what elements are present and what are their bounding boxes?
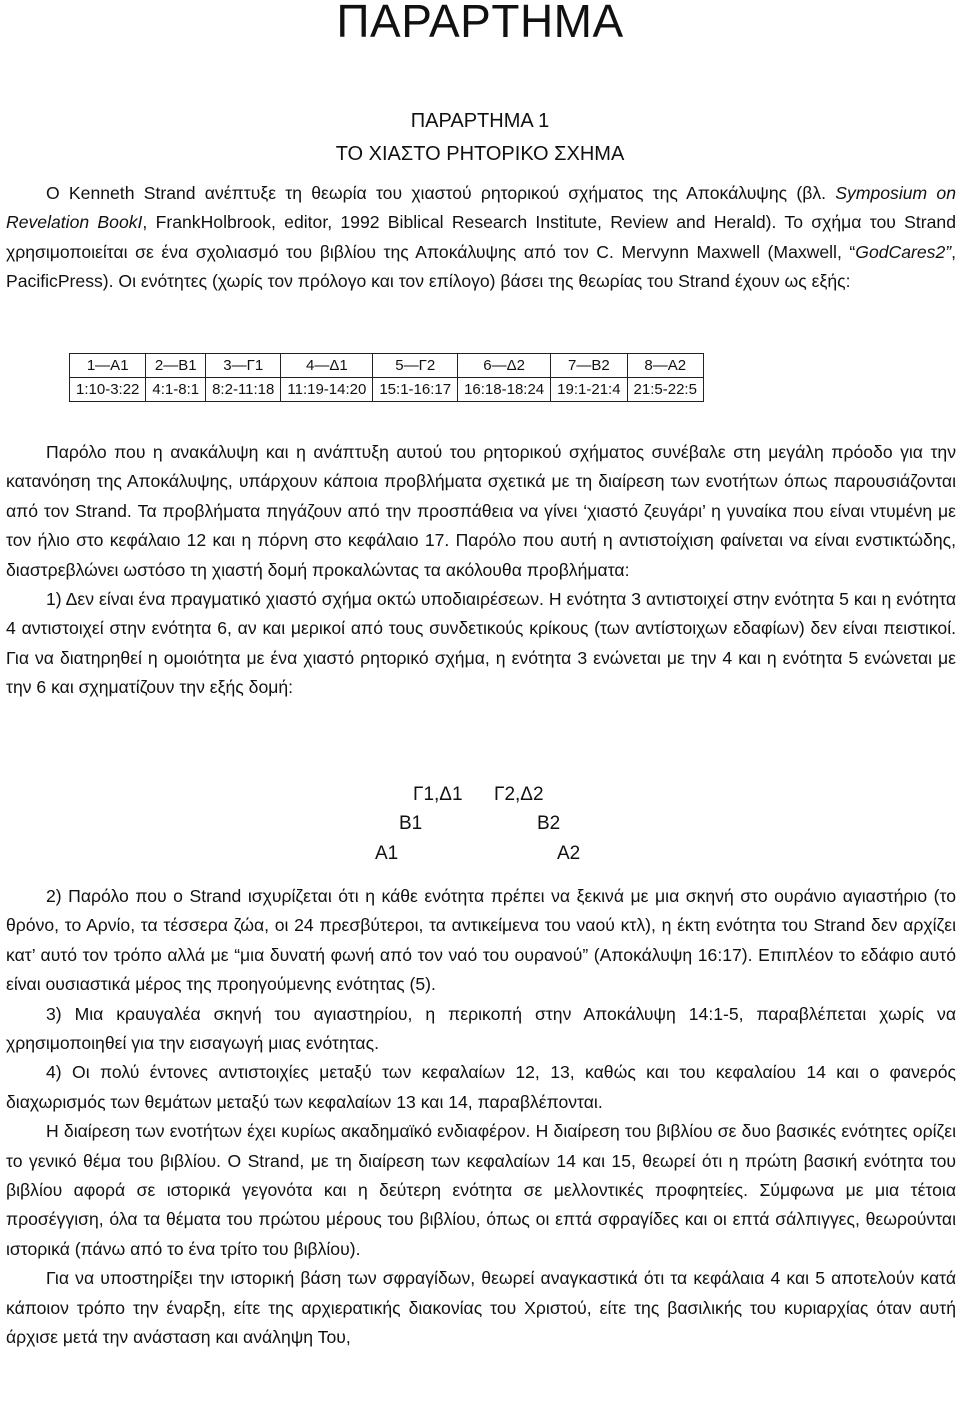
structure-a2: Α2: [557, 843, 581, 864]
section-label: 4—Δ1: [281, 354, 373, 378]
problem-1-paragraph: 1) Δεν είναι ένα πραγματικό χιαστό σχήμα οκτώ υποδιαιρέσεων. Η ενότητα 3 αντιστοιχεί στην ενότητα 5 και η ενότητα 4 αντιστοιχεί στην ενότητα 6, αν και μερικοί από τους συνδετικούς κρίκους (των αντίστοιχων εδαφίων) δεν είναι πειστικοί. Για να διατηρηθεί η ομοιότητα με ένα χιαστό ρητορικό σχήμα, η ενότητα 3 ενώνεται με την 4 και η ενότητα 5 ενώνεται με την 6 και σχηματίζουν την εξής δομή:: [6, 589, 956, 698]
structure-g2-d2: Γ2,Δ2: [494, 784, 544, 805]
problem-4-paragraph: 4) Οι πολύ έντονες αντιστοιχίες μεταξύ των κεφαλαίων 12, 13, καθώς και του κεφαλαίου 14 και ο φανερός διαχωρισμός των θεμάτων μεταξύ των κεφαλαίων 13 και 14, παραβλέπονται.: [6, 1062, 956, 1112]
sections-label-row: [70, 354, 704, 378]
structure-b2: Β2: [537, 813, 561, 834]
section-range: 11:19-14:20: [281, 378, 373, 402]
intro-book-title: Symposium on Revelation BookI: [6, 183, 956, 233]
section-label: 7—Β2: [551, 354, 627, 378]
section-label: 6—Δ2: [458, 354, 551, 378]
appendix-subtitle: ΤΟ ΧΙΑΣΤΟ ΡΗΤΟΡΙΚΟ ΣΧΗΜΑ: [335, 143, 625, 165]
problems-paragraph: Παρόλο που η ανακάλυψη και η ανάπτυξη αυτού του ρητορικού σχήματος συνέβαλε στη μεγάλη πρόοδο για την κατανόηση της Αποκάλυψης, υπάρχουν κάποια προβλήματα σχετικά με τη διαίρεση των ενοτήτων όπως παρουσιάζονται από τον Strand. Τα προβλήματα πηγάζουν από την προσπάθεια να γίνει ‘χιαστό ζευγάρι’ η γυναίκα που είναι ντυμένη με τον ήλιο στο κεφάλαιο 12 και η πόρνη στο κεφάλαιο 17. Παρόλο που αυτή η αντιστοίχιση φαίνεται να είναι ενστικτώδης, διαστρεβλώνει ωστόσο τη χιαστή δομή προκαλώντας τα ακόλουθα προβλήματα:: [6, 442, 956, 580]
structure-b1: Β1: [399, 813, 423, 834]
section-range: 21:5-22:5: [627, 378, 703, 402]
intro-text-b: , FrankHolbrook, editor, 1992 Biblical Research Institute, Review and Herald). Το σχήμα του Strand χρησιμοποιείται σε ένα σχολιασμό του βιβλίου της Αποκάλυψης από τον C. Mervynn Maxwell (Maxwell, “: [6, 212, 956, 262]
sections-table: [69, 353, 704, 402]
section-label: 3—Γ1: [206, 354, 281, 378]
structure-a1: Α1: [375, 843, 399, 864]
intro-paragraph: [6, 179, 956, 297]
section-range: 4:1-8:1: [146, 378, 206, 402]
intro-text-a: Ο Kenneth Strand ανέπτυξε τη θεωρία του χιαστού ρητορικού σχήματος της Αποκάλυψης (βλ.: [46, 183, 836, 203]
section-range: 1:10-3:22: [70, 378, 146, 402]
section-label: 1—Α1: [70, 354, 146, 378]
structure-g1-d1: Γ1,Δ1: [413, 784, 463, 805]
section-range: 15:1-16:17: [373, 378, 458, 402]
appendix-label: ΠΑΡΑΡΤΗΜΑ 1: [410, 110, 550, 132]
division-paragraph: Η διαίρεση των ενοτήτων έχει κυρίως ακαδημαϊκό ενδιαφέρον. Η διαίρεση του βιβλίου σε δυο βασικές ενότητες ορίζει το γενικό θέμα του βιβλίου. Ο Strand, με τη διαίρεση των κεφαλαίων 14 και 15, θεωρεί ότι η πρώτη βασική ενότητα του βιβλίου αφορά σε ιστορικά γεγονότα και η δεύτερη ενότητα σε μελλοντικές προφητείες. Σύμφωνα με μια τέτοια προσέγγιση, όλα τα θέματα του πρώτου μέρους του βιβλίου, όπως οι επτά σφραγίδες και οι επτά σάλπιγγες, θεωρούνται ιστορικά (πάνω από το ένα τρίτο του βιβλίου).: [6, 1121, 956, 1259]
section-label: 2—Β1: [146, 354, 206, 378]
problem-2-paragraph: 2) Παρόλο που ο Strand ισχυρίζεται ότι η κάθε ενότητα πρέπει να ξεκινά με μια σκηνή στο ουράνιο αγιαστήριο (το θρόνο, το Αρνίο, τα τέσσερα ζώα, οι 24 πρεσβύτεροι, τα αντικείμενα του ναού κτλ), η έκτη ενότητα του Strand δεν αρχίζει κατ’ αυτό τον τρόπο αλλά με “μια δυνατή φωνή από τον ναό του ουρανού” (Αποκάλυψη 16:17). Επιπλέον το εδάφιο αυτό είναι ουσιαστικά μέρος της προηγούμενης ενότητας (5).: [6, 886, 956, 995]
section-range: 19:1-21:4: [551, 378, 627, 402]
section-label: 5—Γ2: [373, 354, 458, 378]
intro-commentary-title: GodCares2”: [855, 241, 952, 262]
section-range: 16:18-18:24: [458, 378, 551, 402]
page-title: ΠΑΡΑΡΤΗΜΑ: [336, 0, 624, 47]
sections-range-row: [70, 378, 704, 402]
section-range: 8:2-11:18: [206, 378, 281, 402]
intro-text-c: , PacificPress). Οι ενότητες (χωρίς τον πρόλογο και τον επίλογο) βάσει της θεωρίας του Strand έχουν ως εξής:: [6, 241, 956, 292]
later-body: [6, 882, 956, 1353]
seals-paragraph: Για να υποστηρίξει την ιστορική βάση των σφραγίδων, θεωρεί αναγκαστικά ότι τα κεφάλαια 4 και 5 αποτελούν κατά κάποιον τρόπο την έναρξη, είτε της αρχιερατικής διακονίας του Χριστού, είτε της βασιλικής του κυριαρχίας όταν αυτή άρχισε μετά την ανάσταση και ανάληψη Του,: [6, 1268, 956, 1348]
section-label: 8—Α2: [627, 354, 703, 378]
main-body: [6, 438, 956, 703]
problem-3-paragraph: 3) Μια κραυγαλέα σκηνή του αγιαστηρίου, η περικοπή στην Αποκάλυψη 14:1-5, παραβλέπεται χωρίς να χρησιμοποιηθεί για την εισαγωγή μιας ενότητας.: [6, 1003, 956, 1054]
